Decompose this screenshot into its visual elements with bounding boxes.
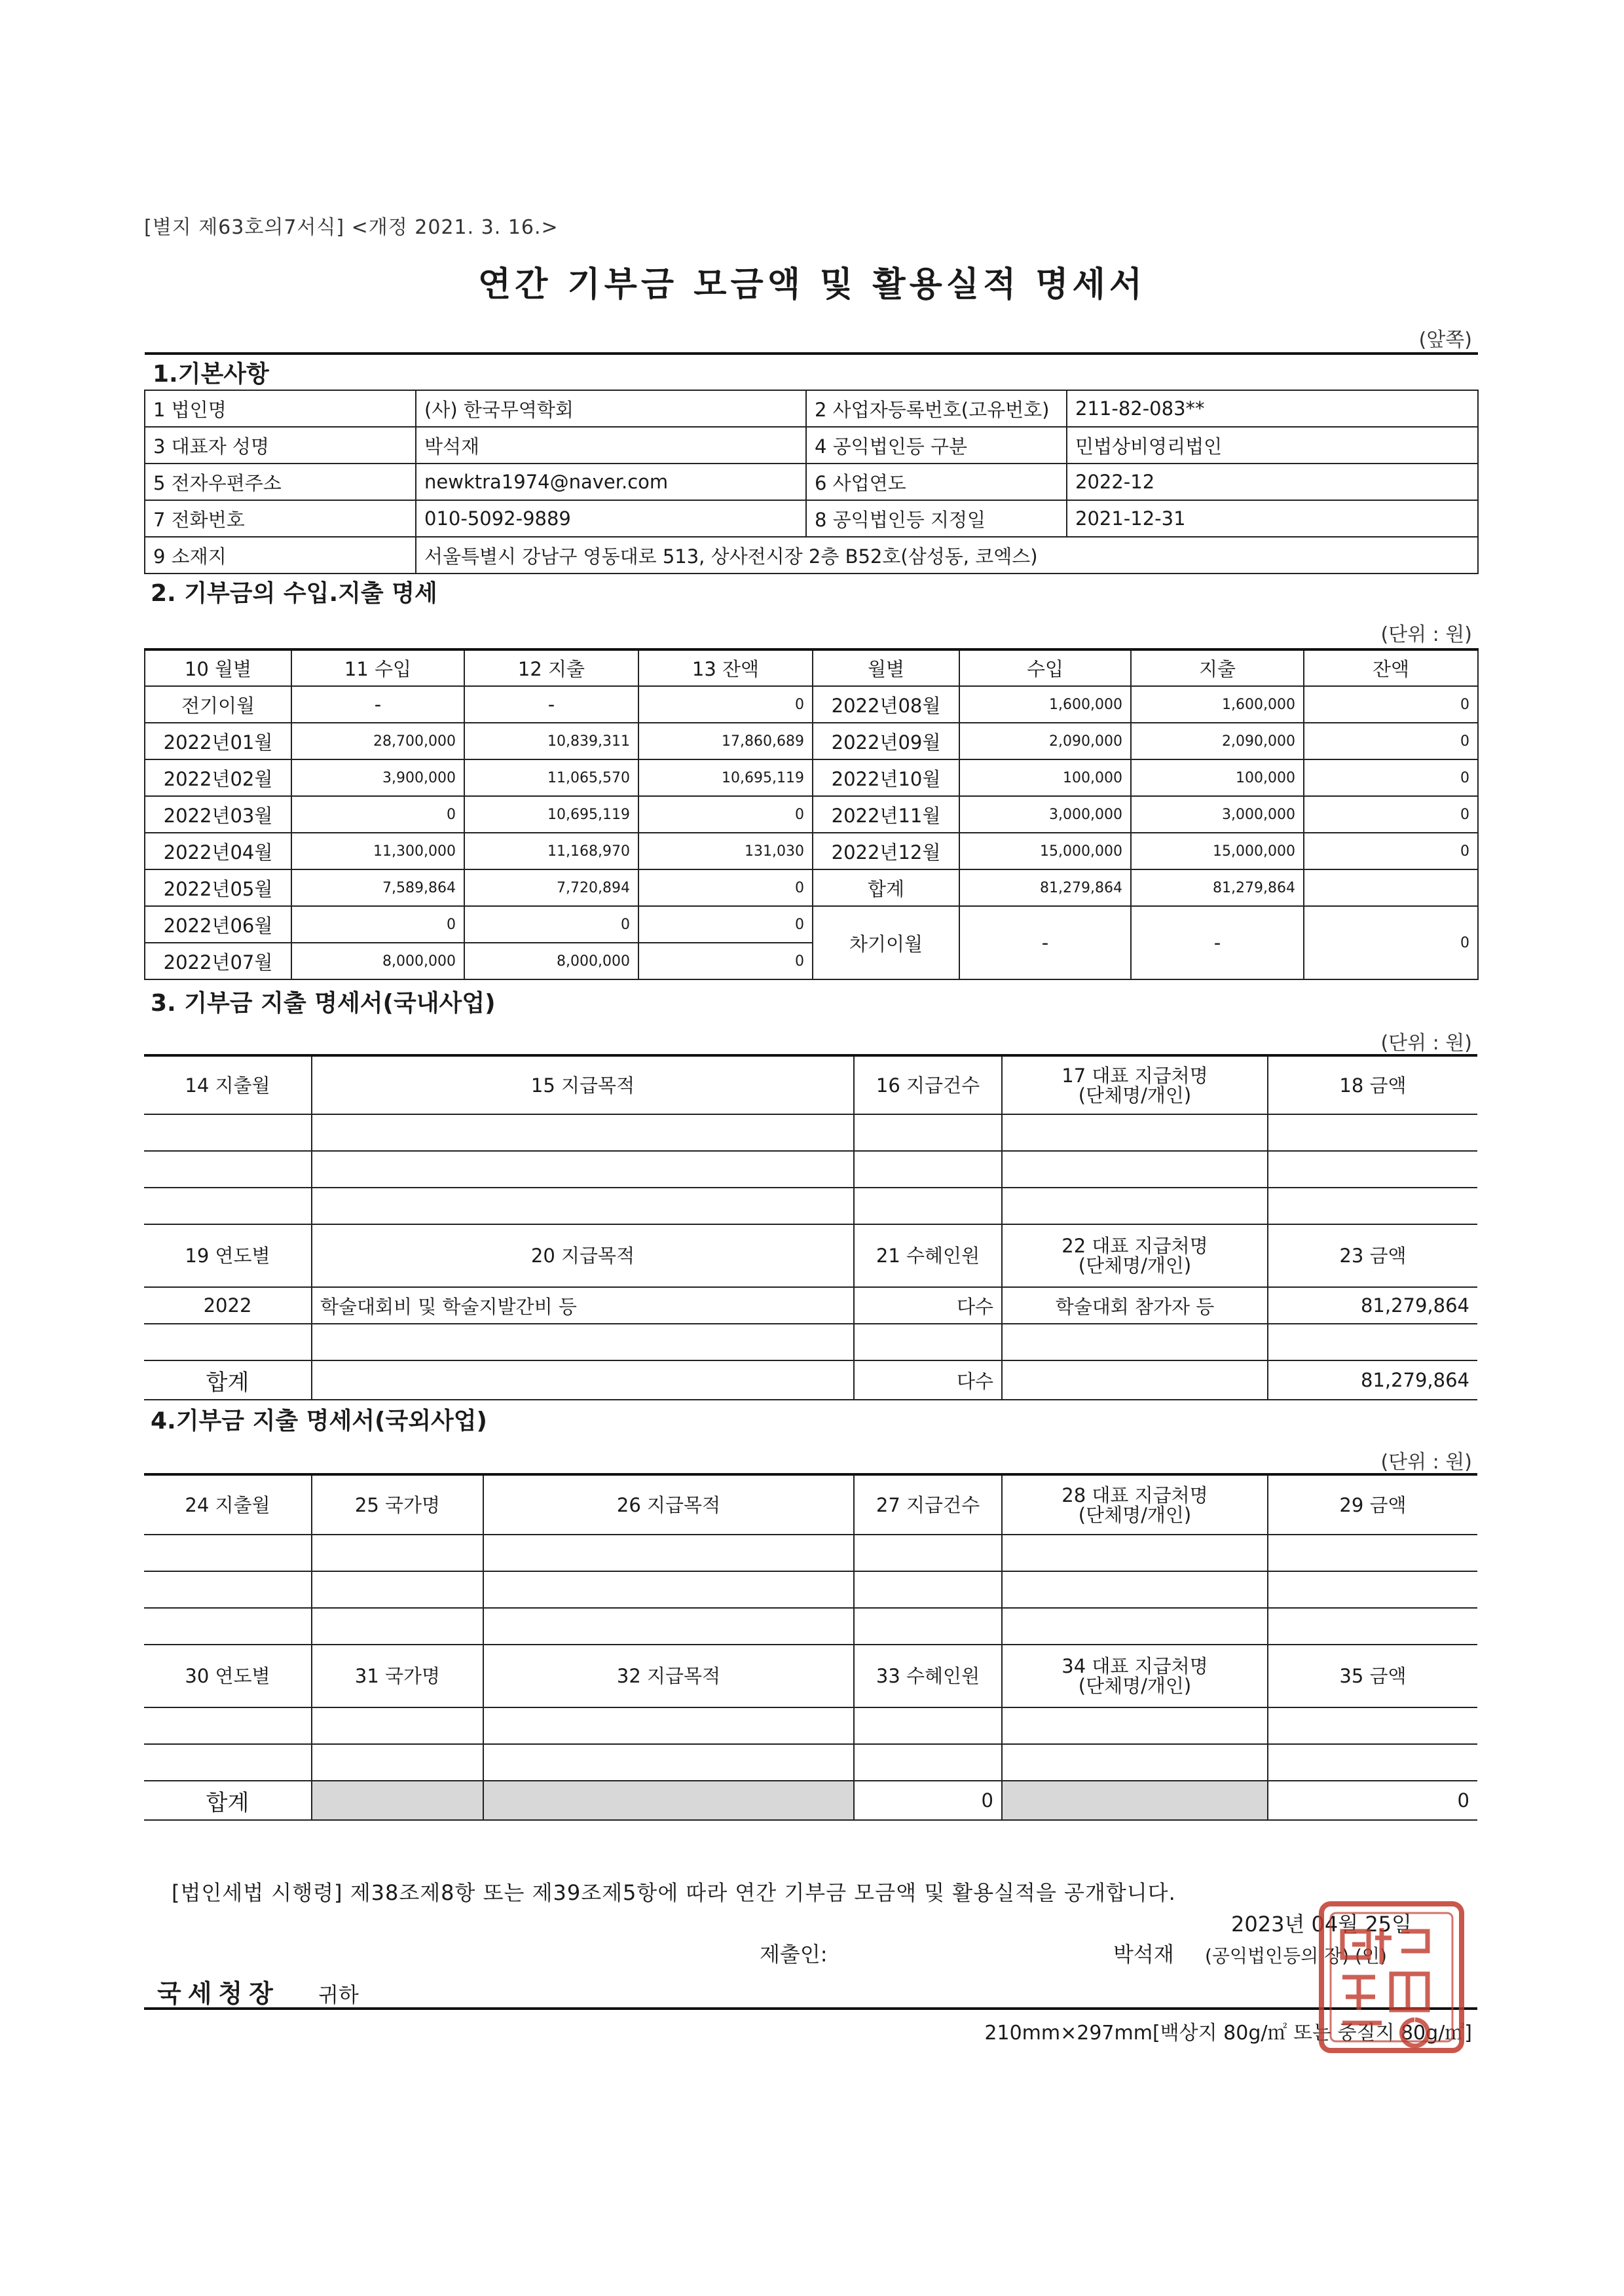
col-count: 16 지급건수 (854, 1055, 1002, 1114)
col-income-2: 수입 (959, 649, 1131, 686)
expense-cell: 15,000,000 (1131, 833, 1304, 869)
label-phone: 7 전화번호 (145, 500, 416, 537)
value-designation-date: 2021-12-31 (1067, 500, 1478, 537)
month-cell: 2022년05월 (145, 869, 291, 906)
month-cell: 2022년11월 (813, 796, 959, 833)
total-count: 0 (854, 1781, 1002, 1820)
col-amount: 18 금액 (1268, 1055, 1477, 1114)
expense-cell: 11,168,970 (464, 833, 638, 869)
official-seal-stamp (1316, 1899, 1467, 2056)
col-recipient-2-line2: (단체명/개인) (1078, 1675, 1192, 1697)
amount-cell: 81,279,864 (1268, 1287, 1477, 1324)
balance-cell: 0 (1304, 723, 1478, 759)
label-biz-number: 2 사업자등록번호(고유번호) (806, 390, 1067, 427)
balance-cell: 10,695,119 (638, 759, 813, 796)
info-row (145, 500, 1478, 537)
section4-title: 4.기부금 지출 명세서(국외사업) (151, 1408, 488, 1434)
col-recipient (1002, 1055, 1268, 1114)
balance-cell: 0 (1304, 833, 1478, 869)
value-corp-name: (사) 한국무역학회 (416, 390, 806, 427)
bottom-rule (144, 2007, 1477, 2010)
col-amount-2: 23 금액 (1268, 1224, 1477, 1287)
table-row (145, 759, 1478, 796)
expense-cell: 100,000 (1131, 759, 1304, 796)
label-corp-type: 4 공익법인등 구분 (806, 427, 1067, 464)
balance-cell: 0 (638, 906, 813, 943)
table-row (145, 869, 1478, 906)
table-row (144, 1707, 1477, 1744)
table-row (144, 1535, 1477, 1571)
income-cell: - (291, 686, 464, 723)
carry-forward-expense: - (1131, 906, 1304, 979)
col-income: 11 수입 (291, 649, 464, 686)
income-cell: 3,900,000 (291, 759, 464, 796)
domestic-expense-table (144, 1054, 1477, 1400)
col-beneficiaries: 21 수혜인원 (854, 1224, 1002, 1287)
col-recipient-line1: 17 대표 지급처명 (1061, 1064, 1208, 1087)
info-row (145, 427, 1478, 464)
total-amount: 0 (1268, 1781, 1477, 1820)
col-beneficiaries: 33 수혜인원 (854, 1645, 1002, 1707)
overseas-expense-table (144, 1473, 1477, 1821)
submitter-role: (공익법인등의 장) (인) (1205, 1945, 1387, 1967)
total-row (144, 1781, 1477, 1820)
expense-cell: 0 (464, 906, 638, 943)
col-recipient-line2: (단체명/개인) (1078, 1503, 1192, 1526)
col-amount: 29 금액 (1268, 1474, 1477, 1535)
income-cell: 28,700,000 (291, 723, 464, 759)
month-cell: 2022년12월 (813, 833, 959, 869)
col-balance-2: 잔액 (1304, 649, 1478, 686)
table-row (144, 1608, 1477, 1645)
col-recipient (1002, 1474, 1268, 1535)
label-representative: 3 대표자 성명 (145, 427, 416, 464)
col-country: 25 국가명 (312, 1474, 483, 1535)
expense-cell: 7,720,894 (464, 869, 638, 906)
col-purpose: 15 지급목적 (312, 1055, 854, 1114)
income-cell: 100,000 (959, 759, 1131, 796)
year-cell: 2022 (144, 1287, 312, 1324)
col-count: 27 지급건수 (854, 1474, 1002, 1535)
carry-forward-income: - (959, 906, 1131, 979)
form-code: [별지 제63호의7서식] <개정 2021. 3. 16.> (144, 216, 559, 239)
month-cell: 2022년03월 (145, 796, 291, 833)
col-purpose-2: 32 지급목적 (483, 1645, 854, 1707)
table-row (144, 1114, 1477, 1151)
balance-cell: 0 (1304, 759, 1478, 796)
col-balance: 13 잔액 (638, 649, 813, 686)
value-biz-number: 211-82-083** (1067, 390, 1478, 427)
label-email: 5 전자우편주소 (145, 464, 416, 500)
table-row (144, 1151, 1477, 1188)
total-expense: 81,279,864 (1131, 869, 1304, 906)
income-cell: 1,600,000 (959, 686, 1131, 723)
expense-cell: 3,000,000 (1131, 796, 1304, 833)
col-recipient-2 (1002, 1224, 1268, 1287)
total-row (144, 1360, 1477, 1400)
basic-info-table (144, 352, 1479, 574)
income-cell: 15,000,000 (959, 833, 1131, 869)
month-cell: 2022년10월 (813, 759, 959, 796)
month-cell: 2022년07월 (145, 943, 291, 979)
value-address: 서울특별시 강남구 영동대로 513, 상사전시장 2층 B52호(삼성동, 코엑스) (416, 537, 1478, 574)
section3-title: 3. 기부금 지출 명세서(국내사업) (151, 990, 496, 1017)
total-label: 합계 (813, 869, 959, 906)
expense-cell: 2,090,000 (1131, 723, 1304, 759)
income-cell: 7,589,864 (291, 869, 464, 906)
section2-title: 2. 기부금의 수입.지출 명세 (151, 580, 437, 607)
info-row (145, 390, 1478, 427)
balance-cell: 0 (638, 796, 813, 833)
addressee-suffix: 귀하 (318, 1982, 359, 2007)
income-cell: 11,300,000 (291, 833, 464, 869)
total-label: 합계 (144, 1360, 312, 1400)
submission-date: 2023년 04월 25일 (1231, 1912, 1412, 1937)
count-cell: 다수 (854, 1287, 1002, 1324)
table-row (144, 1188, 1477, 1224)
income-expense-table (144, 648, 1479, 980)
month-cell: 2022년08월 (813, 686, 959, 723)
month-cell: 2022년06월 (145, 906, 291, 943)
label-address: 9 소재지 (145, 537, 416, 574)
info-row (145, 537, 1478, 574)
expense-cell: 10,695,119 (464, 796, 638, 833)
col-year: 19 연도별 (144, 1224, 312, 1287)
col-recipient-2-line2: (단체명/개인) (1078, 1254, 1192, 1277)
expense-cell: 8,000,000 (464, 943, 638, 979)
col-expense: 12 지출 (464, 649, 638, 686)
income-cell: 0 (291, 796, 464, 833)
total-amount: 81,279,864 (1268, 1360, 1477, 1400)
col-recipient-2 (1002, 1645, 1268, 1707)
col-recipient-2-line1: 22 대표 지급처명 (1061, 1235, 1208, 1257)
col-expense-month: 14 지출월 (144, 1055, 312, 1114)
balance-cell: 0 (638, 869, 813, 906)
col-recipient-line2: (단체명/개인) (1078, 1084, 1192, 1106)
label-designation-date: 8 공익법인등 지정일 (806, 500, 1067, 537)
col-purpose: 26 지급목적 (483, 1474, 854, 1535)
legal-notice: [법인세법 시행령] 제38조제8항 또는 제39조제5항에 따라 연간 기부금 모금액 및 활용실적을 공개합니다. (172, 1880, 1176, 1905)
carry-forward-balance: 0 (1304, 906, 1478, 979)
addressee: 국세청장 (157, 1979, 280, 2008)
col-month: 10 월별 (145, 649, 291, 686)
paper-spec: 210mm×297mm[백상지 80g/㎡ 또는 중질지 80g/㎡] (984, 2022, 1472, 2045)
table-row (145, 906, 1478, 943)
table-row (144, 1287, 1477, 1324)
label-fiscal-year: 6 사업연도 (806, 464, 1067, 500)
submitter-label: 제출인: (760, 1942, 828, 1967)
table-row (145, 686, 1478, 723)
month-cell: 전기이월 (145, 686, 291, 723)
balance-cell: 0 (638, 686, 813, 723)
income-cell: 2,090,000 (959, 723, 1131, 759)
value-corp-type: 민법상비영리법인 (1067, 427, 1478, 464)
submitter-name: 박석재 (1113, 1942, 1174, 1967)
col-purpose-2: 20 지급목적 (312, 1224, 854, 1287)
col-year: 30 연도별 (144, 1645, 312, 1707)
table-row (145, 833, 1478, 869)
col-expense-month: 24 지출월 (144, 1474, 312, 1535)
expense-cell: 11,065,570 (464, 759, 638, 796)
col-amount-2: 35 금액 (1268, 1645, 1477, 1707)
total-count: 다수 (854, 1360, 1002, 1400)
expense-cell: 10,839,311 (464, 723, 638, 759)
page-side: (앞쪽) (1418, 329, 1472, 352)
col-expense-2: 지출 (1131, 649, 1304, 686)
balance-cell: 0 (638, 943, 813, 979)
total-balance (1304, 869, 1478, 906)
document-title: 연간 기부금 모금액 및 활용실적 명세서 (477, 265, 1147, 304)
section4-unit: (단위 : 원) (1380, 1451, 1472, 1474)
table-row (144, 1744, 1477, 1781)
month-cell: 2022년04월 (145, 833, 291, 869)
value-email: newktra1974@naver.com (416, 464, 806, 500)
table-row (145, 796, 1478, 833)
value-phone: 010-5092-9889 (416, 500, 806, 537)
col-recipient-2-line1: 34 대표 지급처명 (1061, 1655, 1208, 1677)
purpose-cell: 학술대회비 및 학술지발간비 등 (312, 1287, 854, 1324)
table-row (145, 723, 1478, 759)
section2-unit: (단위 : 원) (1380, 623, 1472, 646)
expense-cell: 1,600,000 (1131, 686, 1304, 723)
month-cell: 2022년02월 (145, 759, 291, 796)
month-cell: 2022년09월 (813, 723, 959, 759)
balance-cell: 17,860,689 (638, 723, 813, 759)
total-income: 81,279,864 (959, 869, 1131, 906)
table-row (144, 1324, 1477, 1360)
total-label: 합계 (144, 1781, 312, 1820)
income-cell: 8,000,000 (291, 943, 464, 979)
section3-unit: (단위 : 원) (1380, 1032, 1472, 1055)
value-representative: 박석재 (416, 427, 806, 464)
month-cell: 2022년01월 (145, 723, 291, 759)
col-month-2: 월별 (813, 649, 959, 686)
income-cell: 3,000,000 (959, 796, 1131, 833)
balance-cell: 0 (1304, 686, 1478, 723)
col-recipient-line1: 28 대표 지급처명 (1061, 1484, 1208, 1506)
table-row (144, 1571, 1477, 1608)
recipient-cell: 학술대회 참가자 등 (1002, 1287, 1268, 1324)
balance-cell: 131,030 (638, 833, 813, 869)
income-cell: 0 (291, 906, 464, 943)
value-fiscal-year: 2022-12 (1067, 464, 1478, 500)
col-country-2: 31 국가명 (312, 1645, 483, 1707)
label-corp-name: 1 법인명 (145, 390, 416, 427)
balance-cell: 0 (1304, 796, 1478, 833)
carry-forward-label: 차기이월 (813, 906, 959, 979)
info-row (145, 464, 1478, 500)
expense-cell: - (464, 686, 638, 723)
section1-title: 1.기본사항 (145, 354, 1478, 390)
